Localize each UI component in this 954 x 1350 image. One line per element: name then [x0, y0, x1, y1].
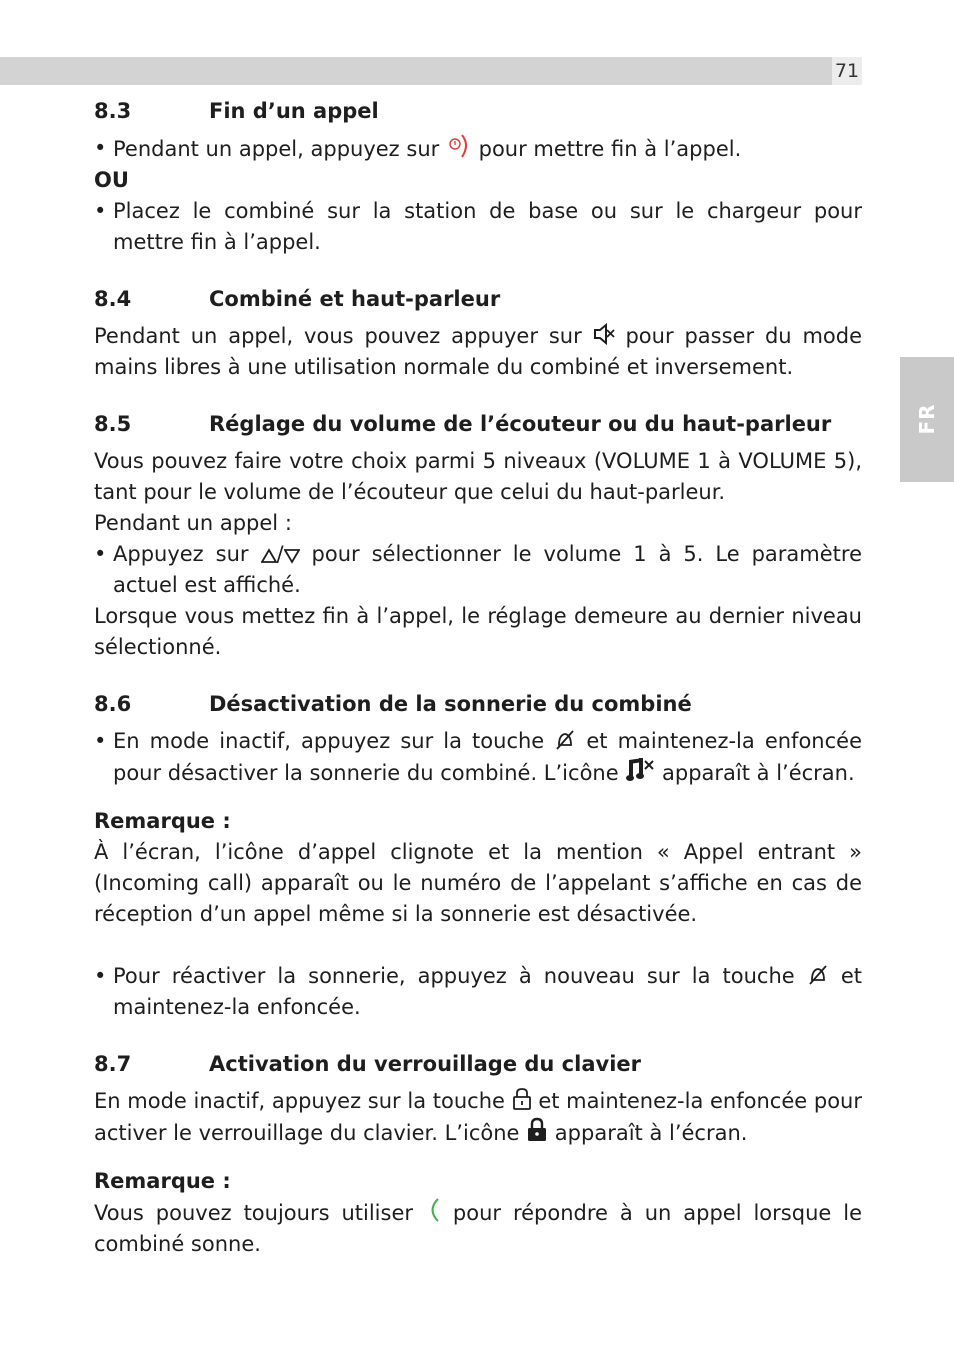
list-item: • Appuyez sur / pour sélectionner le volume 1 à 5. Le paramètre actuel est affiché. [94, 542, 862, 597]
speaker-icon [593, 322, 615, 346]
ringer-off-display-icon [625, 757, 655, 783]
section-number: 8.5 [94, 412, 132, 436]
section-number: 8.6 [94, 692, 132, 716]
section-heading-8-5 [94, 409, 862, 440]
header-bar [0, 57, 862, 85]
page-content [94, 96, 862, 1260]
note-label: Remarque : [94, 1169, 231, 1193]
language-tab [900, 357, 954, 482]
section-heading-8-4 [94, 284, 862, 315]
section-title: Désactivation de la sonnerie du combiné [209, 692, 692, 716]
triangle-down-icon [284, 548, 300, 564]
note-text: Vous pouvez toujours utiliser pour répondre à un appel lorsque le combiné sonne. [94, 1197, 862, 1260]
talk-icon [425, 1197, 441, 1223]
triangle-up-icon [261, 548, 277, 564]
section-number: 8.4 [94, 287, 132, 311]
section-number: 8.3 [94, 99, 132, 123]
keylock-key-icon [512, 1087, 532, 1111]
paragraph: Vous pouvez faire votre choix parmi 5 niveaux (VOLUME 1 à VOLUME 5), tant pour le volume de l’écouteur que celui du haut-parleur. [94, 449, 862, 504]
section-heading-8-6 [94, 689, 862, 720]
note-text: À l’écran, l’icône d’appel clignote et la mention « Appel entrant » (Incoming call) apparaît ou le numéro de l’appelant s’affiche en cas de réception d’un appel même si la sonnerie est désactivée. [94, 840, 862, 926]
ringer-off-key-icon [554, 729, 576, 751]
section-title: Activation du verrouillage du clavier [209, 1052, 641, 1076]
section-number: 8.7 [94, 1052, 132, 1076]
paragraph: En mode inactif, appuyez sur la touche et maintenez-la enfoncée pour activer le verrouillage du clavier. L’icône apparaît à l’écran. [94, 1089, 862, 1145]
page-number: 71 [832, 57, 862, 85]
note-label: Remarque : [94, 809, 231, 833]
section-heading-8-3 [94, 96, 862, 127]
section-title: Réglage du volume de l’écouteur ou du haut-parleur [209, 412, 832, 436]
section-title: Combiné et haut-parleur [209, 287, 501, 311]
or-label: OU [94, 168, 129, 192]
paragraph: Pendant un appel, vous pouvez appuyer sur pour passer du mode mains libres à une utilisation normale du combiné et inversement. [94, 324, 862, 379]
list-item: • Pendant un appel, appuyez sur pour mettre fin à l’appel. [94, 133, 862, 165]
list-item: • Pour réactiver la sonnerie, appuyez à nouveau sur la touche et maintenez-la enfoncée. [94, 964, 862, 1019]
section-title: Fin d’un appel [209, 99, 379, 123]
language-tab-label: FR [915, 403, 939, 435]
list-item: • Placez le combiné sur la station de base ou sur le chargeur pour mettre fin à l’appel. [94, 199, 862, 254]
paragraph: Lorsque vous mettez fin à l’appel, le réglage demeure au dernier niveau sélectionné. [94, 604, 862, 659]
keylock-display-icon [526, 1117, 548, 1143]
list-item: • En mode inactif, appuyez sur la touche et maintenez-la enfoncée pour désactiver la sonnerie du combiné. L’icône apparaît à l’écran. [94, 729, 862, 785]
end-call-icon [446, 133, 472, 159]
ringer-off-key-icon [807, 964, 829, 986]
paragraph: Pendant un appel : [94, 511, 292, 535]
section-heading-8-7 [94, 1049, 862, 1080]
